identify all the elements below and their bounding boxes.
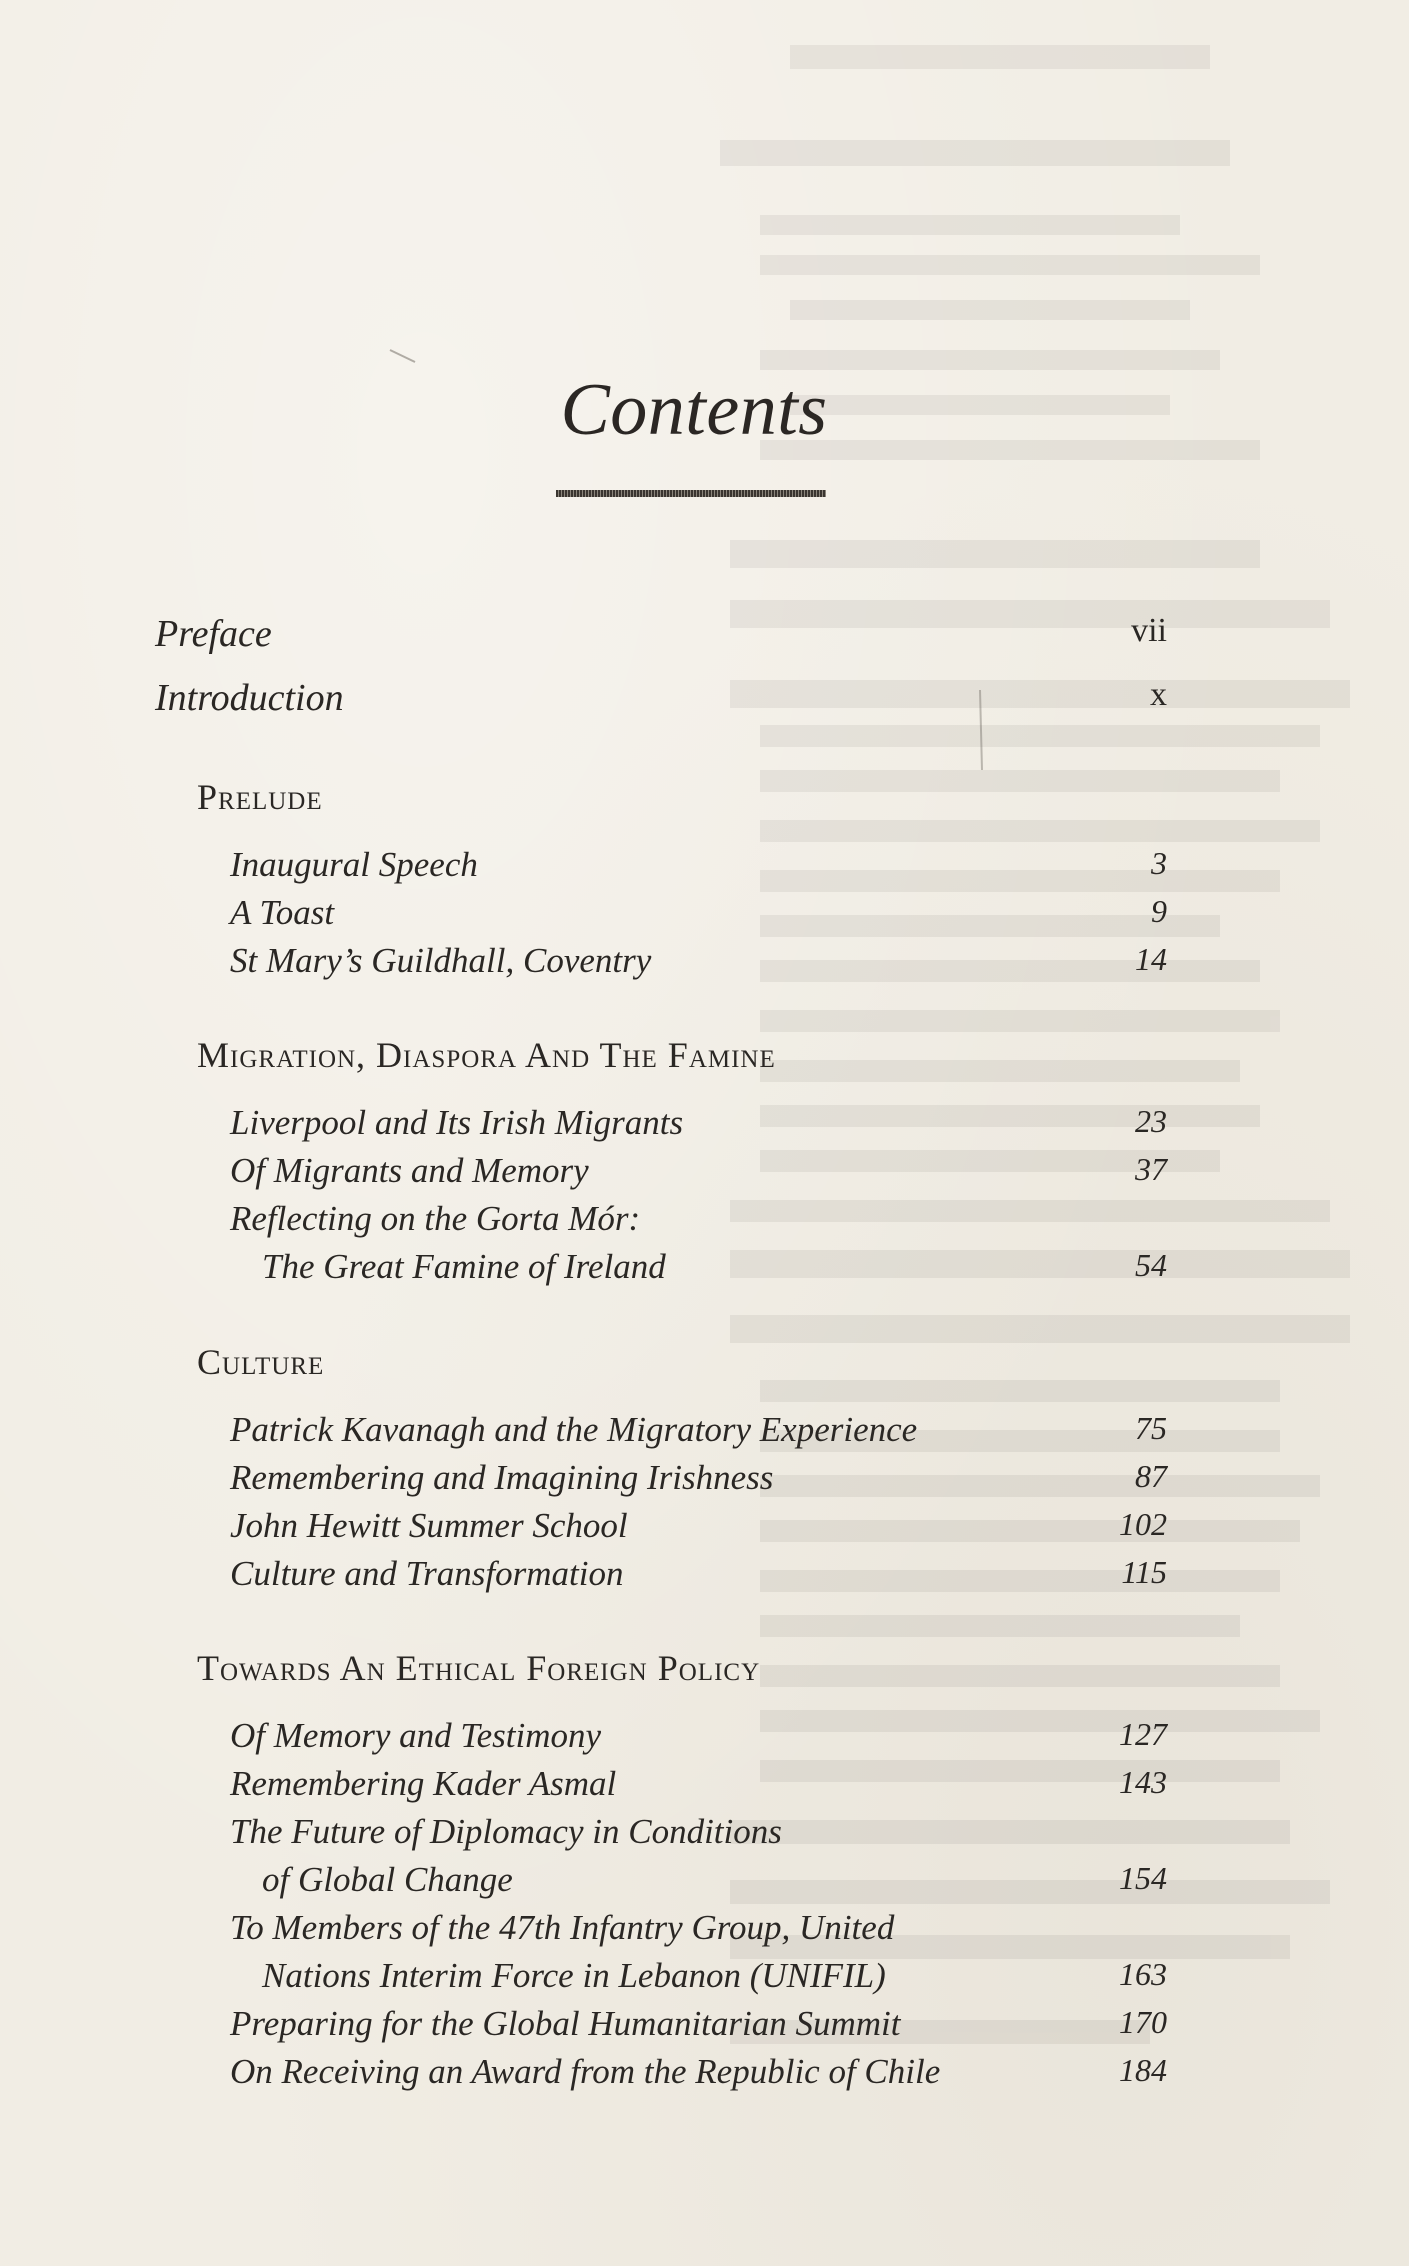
toc-entry[interactable] — [230, 1716, 1167, 1760]
toc-entry[interactable] — [230, 845, 1167, 889]
toc-entry[interactable] — [230, 1458, 1167, 1502]
toc-entry-label: Remembering Kader Asmal — [230, 1764, 617, 1803]
toc-entry-label: Liverpool and Its Irish Migrants — [230, 1103, 684, 1142]
toc-entry[interactable] — [230, 1908, 1167, 1952]
toc-entry-label: St Mary’s Guildhall, Coventry — [230, 941, 652, 980]
toc-entry[interactable] — [230, 1506, 1167, 1550]
toc-entry-page: 143 — [1119, 1764, 1167, 1800]
toc-entry-page: 37 — [1135, 1151, 1167, 1187]
toc-entry-label: of Global Change — [262, 1860, 513, 1899]
toc-entry[interactable] — [230, 2052, 1167, 2096]
toc-entry-page: 170 — [1119, 2004, 1167, 2040]
toc-entry-label: Patrick Kavanagh and the Migratory Experience — [230, 1410, 918, 1449]
toc-entry-page: 9 — [1151, 893, 1167, 929]
section-heading-foreign-policy: Towards An Ethical Foreign Policy — [197, 1648, 761, 1688]
toc-entry[interactable] — [262, 1860, 1167, 1904]
toc-entry-page: 163 — [1119, 1956, 1167, 1992]
toc-entry-label: Preface — [155, 613, 272, 655]
toc-entry[interactable] — [230, 1103, 1167, 1147]
toc-entry-label: John Hewitt Summer School — [230, 1506, 628, 1545]
section-heading-prelude: Prelude — [197, 777, 323, 817]
toc-entry-page: 184 — [1119, 2052, 1167, 2088]
toc-entry[interactable] — [262, 1956, 1167, 2000]
toc-entry-label: Culture and Transformation — [230, 1554, 624, 1593]
toc-entry-page: 14 — [1135, 941, 1167, 977]
toc-entry[interactable] — [230, 1812, 1167, 1856]
toc-entry[interactable] — [230, 1554, 1167, 1598]
toc-entry[interactable] — [230, 893, 1167, 937]
page-title: Contents — [560, 369, 828, 451]
toc-entry-label: Of Memory and Testimony — [230, 1716, 602, 1755]
toc-entry-page: 54 — [1135, 1247, 1167, 1283]
toc-entry-page: 102 — [1119, 1506, 1167, 1542]
toc-entry[interactable] — [230, 1199, 1167, 1243]
toc-entry-page: vii — [1131, 612, 1167, 649]
toc-entry-page: 75 — [1135, 1410, 1167, 1446]
toc-entry[interactable] — [230, 941, 1167, 985]
toc-entry-label: To Members of the 47th Infantry Group, United — [230, 1908, 895, 1947]
toc-entry-label: The Future of Diplomacy in Conditions — [230, 1812, 782, 1851]
toc-entry-page: 127 — [1119, 1716, 1167, 1752]
section-heading-culture: Culture — [197, 1342, 325, 1382]
toc-entry-page: 3 — [1151, 845, 1167, 881]
toc-entry-page: 154 — [1119, 1860, 1167, 1896]
section-heading-migration: Migration, Diaspora And The Famine — [197, 1035, 776, 1075]
toc-entry-label: Reflecting on the Gorta Mór: — [230, 1199, 641, 1238]
toc-entry[interactable] — [230, 1764, 1167, 1808]
toc-entry-label: Nations Interim Force in Lebanon (UNIFIL) — [262, 1956, 886, 1995]
toc-entry-preface[interactable] — [155, 612, 1167, 660]
toc-entry-page: 115 — [1121, 1554, 1167, 1590]
toc-entry-label: Inaugural Speech — [230, 845, 478, 884]
toc-entry-page: x — [1150, 676, 1167, 713]
toc-entry-introduction[interactable] — [155, 676, 1167, 724]
toc-entry-label: Introduction — [155, 677, 344, 719]
toc-entry-label: The Great Famine of Ireland — [262, 1247, 666, 1286]
toc-entry[interactable] — [230, 1410, 1167, 1454]
toc-entry[interactable] — [262, 1247, 1167, 1291]
toc-entry-label: Preparing for the Global Humanitarian Summit — [230, 2004, 901, 2043]
toc-entry-label: Of Migrants and Memory — [230, 1151, 589, 1190]
toc-entry-page: 23 — [1135, 1103, 1167, 1139]
toc-entry-page: 87 — [1135, 1458, 1167, 1494]
toc-entry-label: A Toast — [230, 893, 335, 932]
toc-entry-label: Remembering and Imagining Irishness — [230, 1458, 774, 1497]
toc-entry[interactable] — [230, 1151, 1167, 1195]
toc-entry[interactable] — [230, 2004, 1167, 2048]
toc-entry-label: On Receiving an Award from the Republic of Chile — [230, 2052, 941, 2091]
